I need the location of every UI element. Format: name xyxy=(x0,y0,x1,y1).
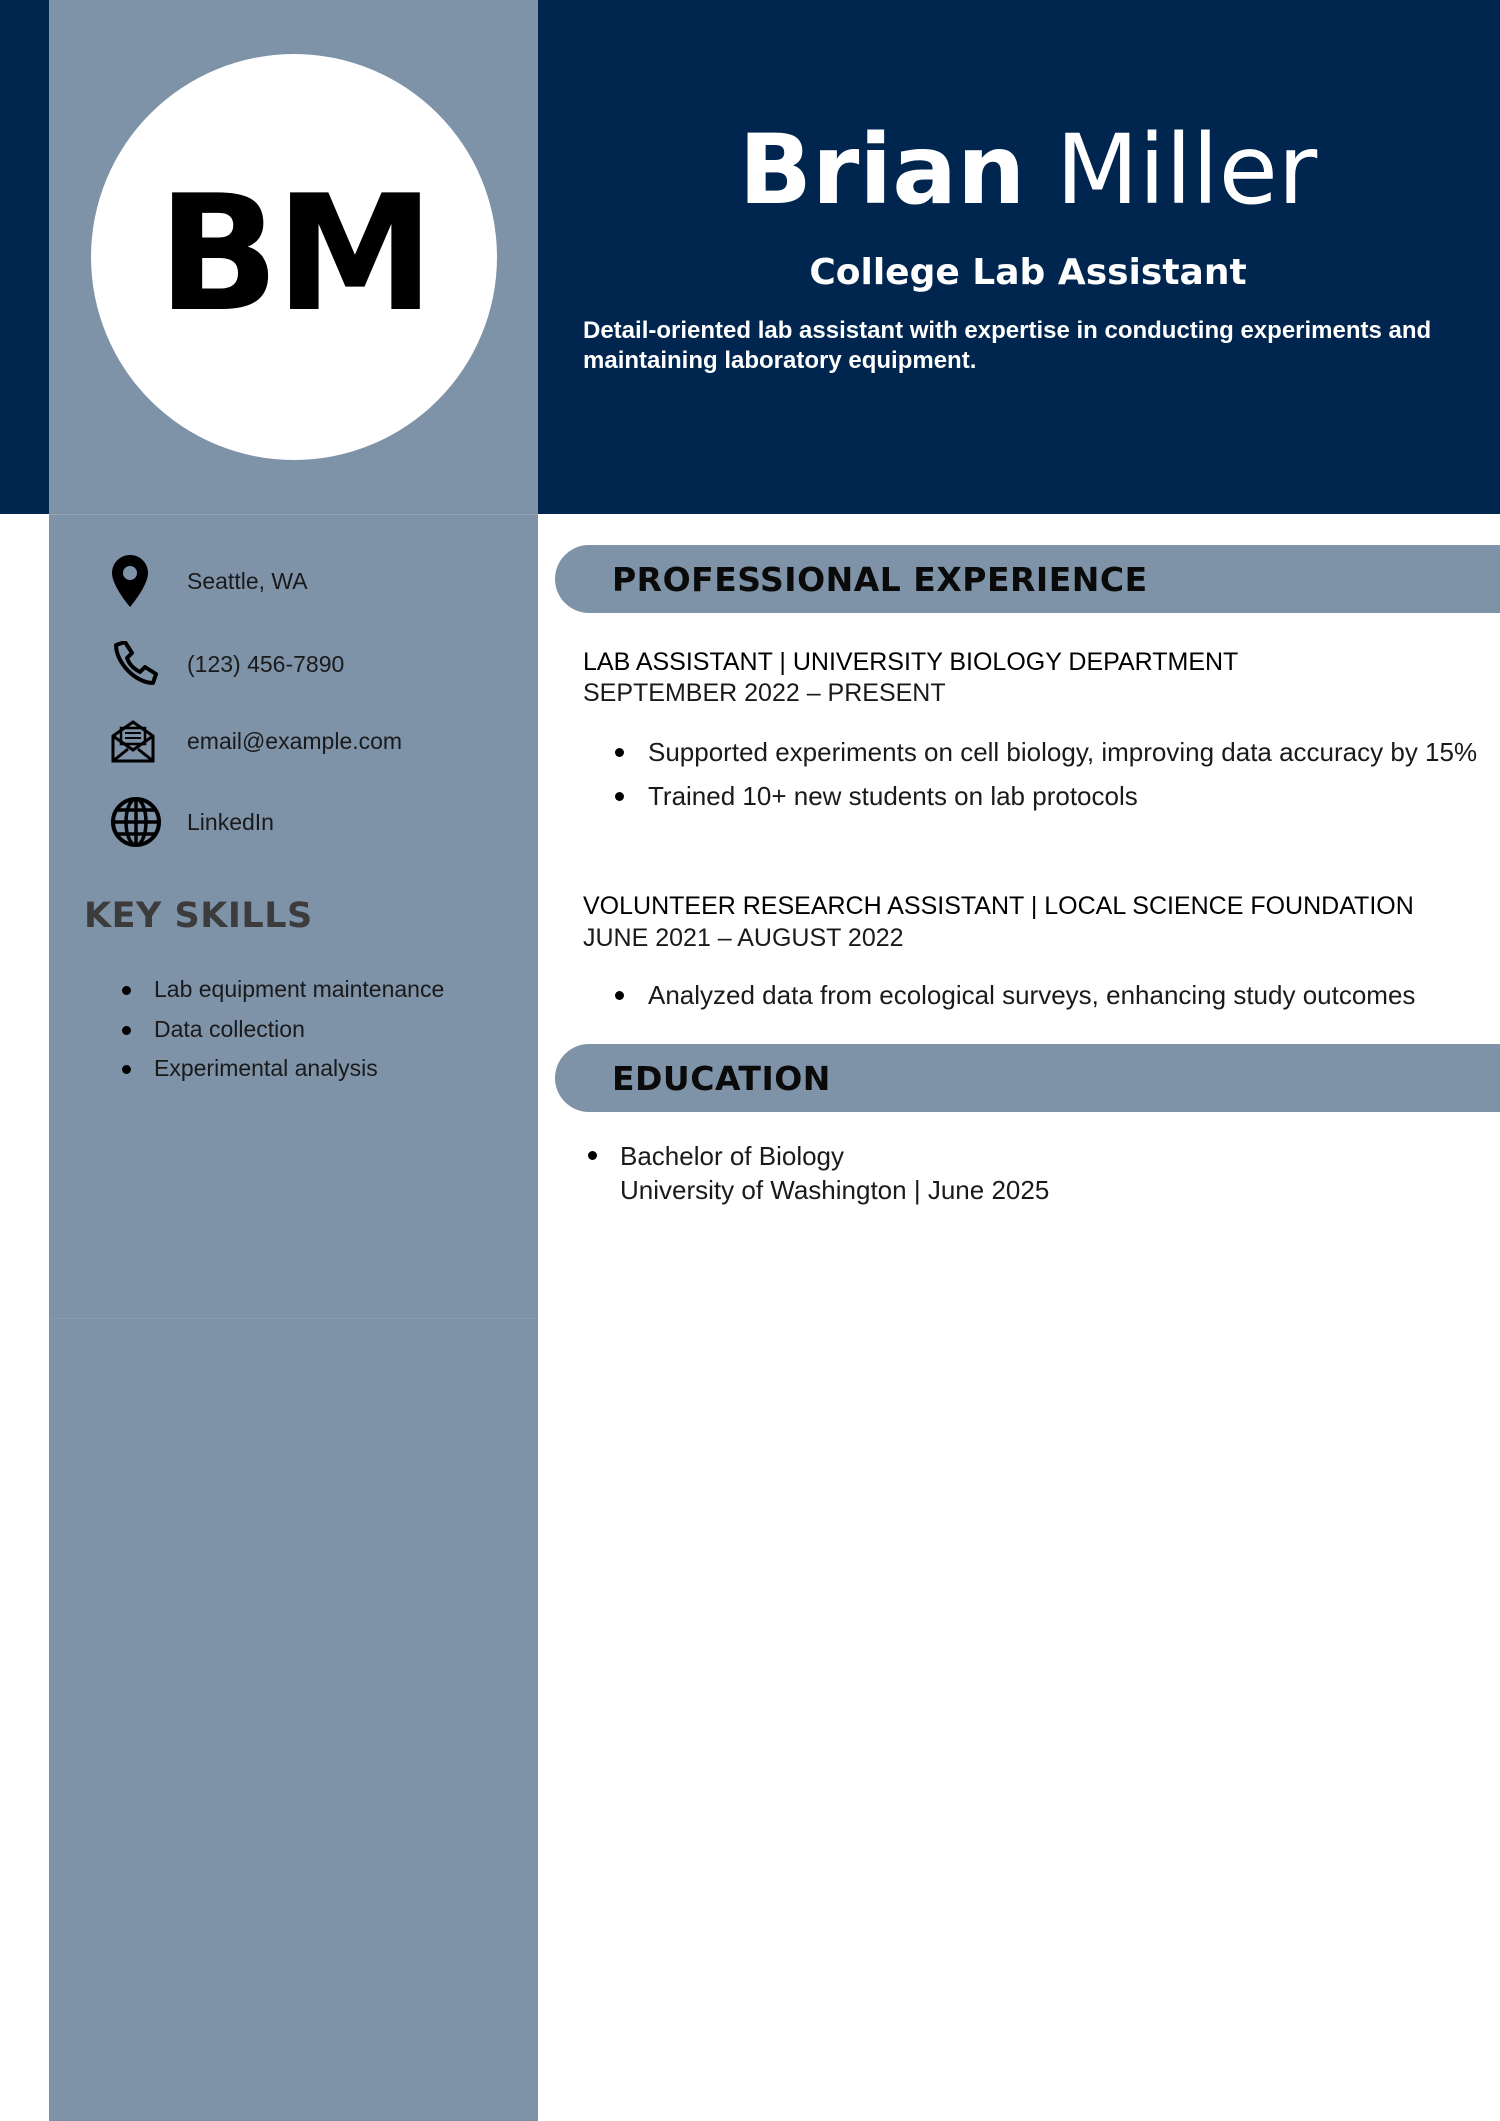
job-organization: UNIVERSITY BIOLOGY DEPARTMENT xyxy=(792,648,1239,676)
sidebar-divider xyxy=(49,514,538,515)
skills-list xyxy=(154,970,444,1089)
envelope-icon xyxy=(110,711,174,771)
contact-phone-text: (123) 456-7890 xyxy=(187,650,345,677)
avatar xyxy=(91,54,497,460)
education-entry xyxy=(620,1139,1420,1207)
contact-location xyxy=(110,551,510,611)
contact-email xyxy=(110,711,510,771)
job-bullets xyxy=(648,737,1478,811)
list-item: Lab equipment maintenance xyxy=(154,970,444,1010)
last-name: Miller xyxy=(1055,114,1318,226)
first-name: Brian xyxy=(738,114,1026,226)
list-item: Analyzed data from ecological surveys, enhancing study outcomes xyxy=(648,980,1478,1010)
list-item: Trained 10+ new students on lab protocols xyxy=(648,781,1478,811)
separator: | xyxy=(1030,892,1038,920)
contact-linkedin xyxy=(110,792,510,852)
job-dates: JUNE 2021 – AUGUST 2022 xyxy=(583,924,904,952)
education-date: June 2025 xyxy=(927,1175,1050,1205)
avatar-initials: BM xyxy=(157,160,431,347)
job-bullets xyxy=(648,980,1478,1010)
job-dates: SEPTEMBER 2022 – PRESENT xyxy=(583,679,946,707)
candidate-name xyxy=(538,114,1500,226)
list-item: Experimental analysis xyxy=(154,1049,444,1089)
job-role: LAB ASSISTANT xyxy=(583,648,773,676)
list-item: Supported experiments on cell biology, improving data accuracy by 15% xyxy=(648,737,1478,767)
location-pin-icon xyxy=(110,551,174,611)
experience-section-bar xyxy=(555,545,1500,613)
list-item: Data collection xyxy=(154,1010,444,1050)
globe-icon xyxy=(110,792,174,852)
contact-location-text: Seattle, WA xyxy=(187,567,308,594)
education-school-line xyxy=(620,1173,1420,1207)
contact-phone xyxy=(110,634,510,694)
separator: | xyxy=(913,1175,921,1205)
education-heading: EDUCATION xyxy=(612,1058,831,1098)
contact-linkedin-text: LinkedIn xyxy=(187,808,274,835)
separator: | xyxy=(779,648,786,676)
job-title: College Lab Assistant xyxy=(809,252,1247,293)
contact-email-text: email@example.com xyxy=(187,727,403,754)
education-section-bar xyxy=(555,1044,1500,1112)
phone-icon xyxy=(110,634,174,694)
sidebar-divider xyxy=(49,1318,538,1319)
education-school: University of Washington xyxy=(620,1175,907,1205)
job-heading xyxy=(583,646,1238,678)
key-skills-heading: KEY SKILLS xyxy=(84,896,313,936)
job-heading xyxy=(583,890,1414,922)
job-role: VOLUNTEER RESEARCH ASSISTANT xyxy=(583,892,1024,920)
job-organization: LOCAL SCIENCE FOUNDATION xyxy=(1044,892,1414,920)
bullet-dot xyxy=(588,1151,597,1160)
experience-heading: PROFESSIONAL EXPERIENCE xyxy=(612,559,1148,599)
profile-summary: Detail-oriented lab assistant with expertise in conducting experiments and maintaining laboratory equipment. xyxy=(583,317,1432,374)
education-degree: Bachelor of Biology xyxy=(620,1141,845,1171)
